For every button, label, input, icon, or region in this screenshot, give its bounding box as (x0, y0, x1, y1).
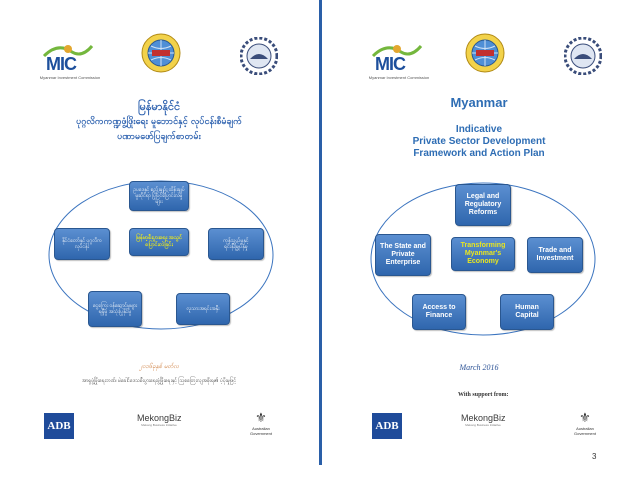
adb-logo: ADB (44, 413, 74, 439)
myanmar-support-note: အာရှဖွံ့ဖြိုးရေးဘဏ်၊ မဲခေါင်ဒေသစီးပွားရေးဖွံ့ဖြိုးရေးနှင့် ဩစတြေးလျအစိုးရ၏ ပံ့ပိုးမှုဖြင့် (81, 378, 237, 384)
node-transforming-economy: Transforming Myanmar's Economy (451, 237, 515, 271)
australian-government-label: Australian Government (573, 426, 596, 436)
node-human-capital: Human Capital (500, 294, 554, 330)
mic-logo (367, 40, 430, 80)
page-number: 3 (592, 452, 597, 461)
node-access-finance: Access to Finance (412, 294, 466, 330)
gear-seal-icon (240, 37, 278, 75)
english-date: March 2016 (459, 363, 499, 372)
globe-seal-icon (141, 33, 181, 73)
mekongbiz-logo-subtitle: Mekong Business Initiative (465, 423, 501, 427)
australian-government-logo (243, 410, 279, 438)
mekongbiz-logo-subtitle: Mekong Business Initiative (141, 423, 177, 427)
myanmar-cover-page (0, 0, 318, 479)
mic-logo-text: MIC (46, 54, 76, 74)
coat-of-arms-icon: ⚜ (579, 410, 591, 425)
mekongbiz-logo-text: MekongBiz (137, 413, 182, 423)
node-trade-investment-my: ကုန်သွယ်မှုနှင့် ရင်းနှီးမြှုပ်နှံမှု (208, 228, 264, 260)
globe-seal-icon (465, 33, 505, 73)
mekongbiz-logo (461, 413, 505, 435)
node-state-private-enterprise: The State and Private Enterprise (375, 234, 431, 276)
coat-of-arms-icon: ⚜ (255, 410, 267, 425)
english-subtitle-line-1: Indicative (455, 124, 503, 135)
australian-government-label: Australian Government (249, 426, 272, 436)
support-label: With support from: (458, 392, 509, 398)
mekongbiz-logo (137, 413, 181, 435)
mekongbiz-logo-text: MekongBiz (461, 413, 506, 423)
myanmar-title-line-2: ပုဂ္ဂလိကကဏ္ဍဖွံ့ဖြိုးရေး မူဘောင်နှင့် လုပ်ငန်းစီမံချက် (76, 117, 242, 127)
myanmar-title-line-3: ပဏာမဖော်ပြချက်စာတမ်း (117, 132, 201, 142)
ministry-seal-logo (240, 37, 278, 75)
mic-logo (38, 40, 101, 80)
adb-logo: ADB (372, 413, 402, 439)
english-subtitle-line-3: Framework and Action Plan (413, 148, 545, 159)
myanmar-date: ၂၀၁၆ခုနှစ် မတ်လ (139, 363, 179, 370)
node-legal-reforms: Legal and Regulatory Reforms (455, 184, 511, 226)
dica-seal-logo (141, 33, 181, 73)
english-cover-page (320, 0, 638, 479)
node-state-private-my: နိုင်ငံတော်နှင့် ပုဂ္ဂလိကလုပ်ငန်း (54, 228, 110, 260)
mic-logo-subtitle: Myanmar Investment Commission (368, 75, 430, 80)
node-legal-reforms-my: ဥပဒေနှင့် စည်းမျဉ်း ထိန်းချုပ်မှုဆိုင်ရာ ပြုပြင်ပြောင်းလဲမှုများ (129, 181, 189, 211)
mic-logo-subtitle: Myanmar Investment Commission (39, 75, 101, 80)
node-finance-my: ငွေကြေး ဝန်ဆောင်မှုများ ရရှိမှု အသုံးပြုနိုင်မှု (88, 291, 142, 327)
node-center-my: မြန်မာ့စီးပွားရေး အသွင်ပြောင်းလဲခြင်း (129, 228, 189, 256)
node-human-capital-my: လူသားအရင်းအနှီး (176, 293, 230, 325)
node-trade-investment: Trade and Investment (527, 237, 583, 273)
english-title: Myanmar (450, 95, 508, 110)
english-subtitle-line-2: Private Sector Development (412, 136, 546, 147)
myanmar-title-line-1: မြန်မာနိုင်ငံ (137, 100, 181, 113)
dica-seal-logo (465, 33, 505, 73)
gear-seal-icon (564, 37, 602, 75)
australian-government-logo (567, 410, 603, 438)
ministry-seal-logo (564, 37, 602, 75)
mic-logo-text: MIC (375, 54, 405, 74)
